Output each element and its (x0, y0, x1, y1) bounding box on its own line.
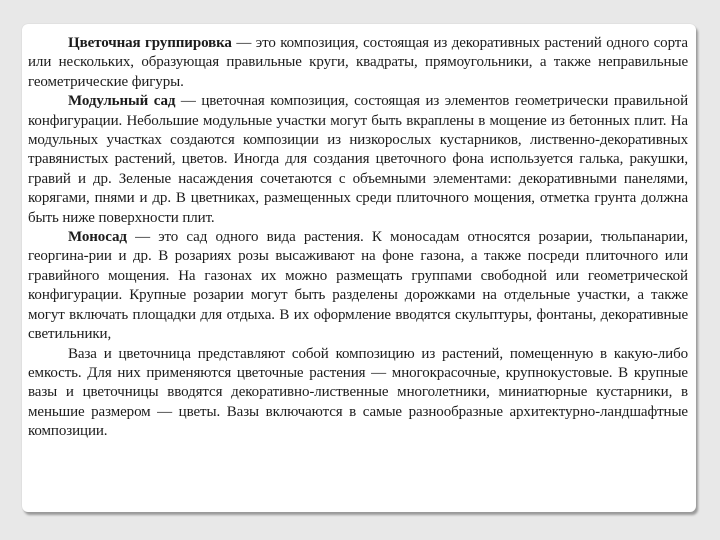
definition-monogarden: — это сад одного вида растения. К моносадам относятся розарии, тюльпанарии, георгина-рии и др. В розариях розы высаживают на фоне газона, а также посреди плиточного или гравийного мощения. На газонах их можно размещать группами свободной или геометрической конфигурации. Крупные розарии могут быть разделены дорожками на отдельные участки, а также могут включать площадки для отдыха. В их оформление вводятся скульптуры, фонтаны, декоративные светильники, (28, 229, 688, 343)
term-modular-garden: Модульный сад (68, 93, 176, 110)
term-flower-grouping: Цветочная группировка (68, 35, 232, 51)
text-block (28, 34, 688, 442)
paragraph-vase (28, 345, 688, 442)
definition-vase: Ваза и цветочница представляют собой композицию из растений, помещенную в какую-либо емкость. Для них применяются цветочные растения — многокрасочные, крупнокустовые. В крупные вазы и цветочницы вводятся декоративно-лиственные многолетники, миниатюрные кустарники, в меньшие размером — цветы. Вазы включаются в самые разнообразные архитектурно-ландшафтные композиции. (28, 345, 688, 440)
definition-flower-grouping: — это композиция, состоящая из декоративных растений одного сорта или нескольких, образующая правильные круги, квадраты, прямоугольники, а также неправильные геометрические фигуры. (28, 35, 688, 90)
definition-modular-garden: — цветочная композиция, состоящая из элементов геометрически правильной конфигурации. Небольшие модульные участки могут быть вкраплены в мощение из бетонных плит. На модульных участках создаются композиции из низкорослых кустарников, лиственно-декоративных травянистых растений, цветов. Иногда для создания цветочного фона используется галька, ракушки, гравий и др. Зеленые насаждения сочетаются с объемными элементами: декоративными панелями, корягами, пнями и др. В цветниках, размещенных среди плиточного мощения, отметка грунта должна быть ниже поверхности плит. (28, 93, 689, 226)
slide-card (22, 24, 696, 512)
term-monogarden: Моносад (68, 229, 127, 246)
paragraph-flower-grouping (28, 34, 688, 92)
paragraph-modular-garden (28, 92, 688, 228)
paragraph-monogarden (28, 228, 688, 344)
